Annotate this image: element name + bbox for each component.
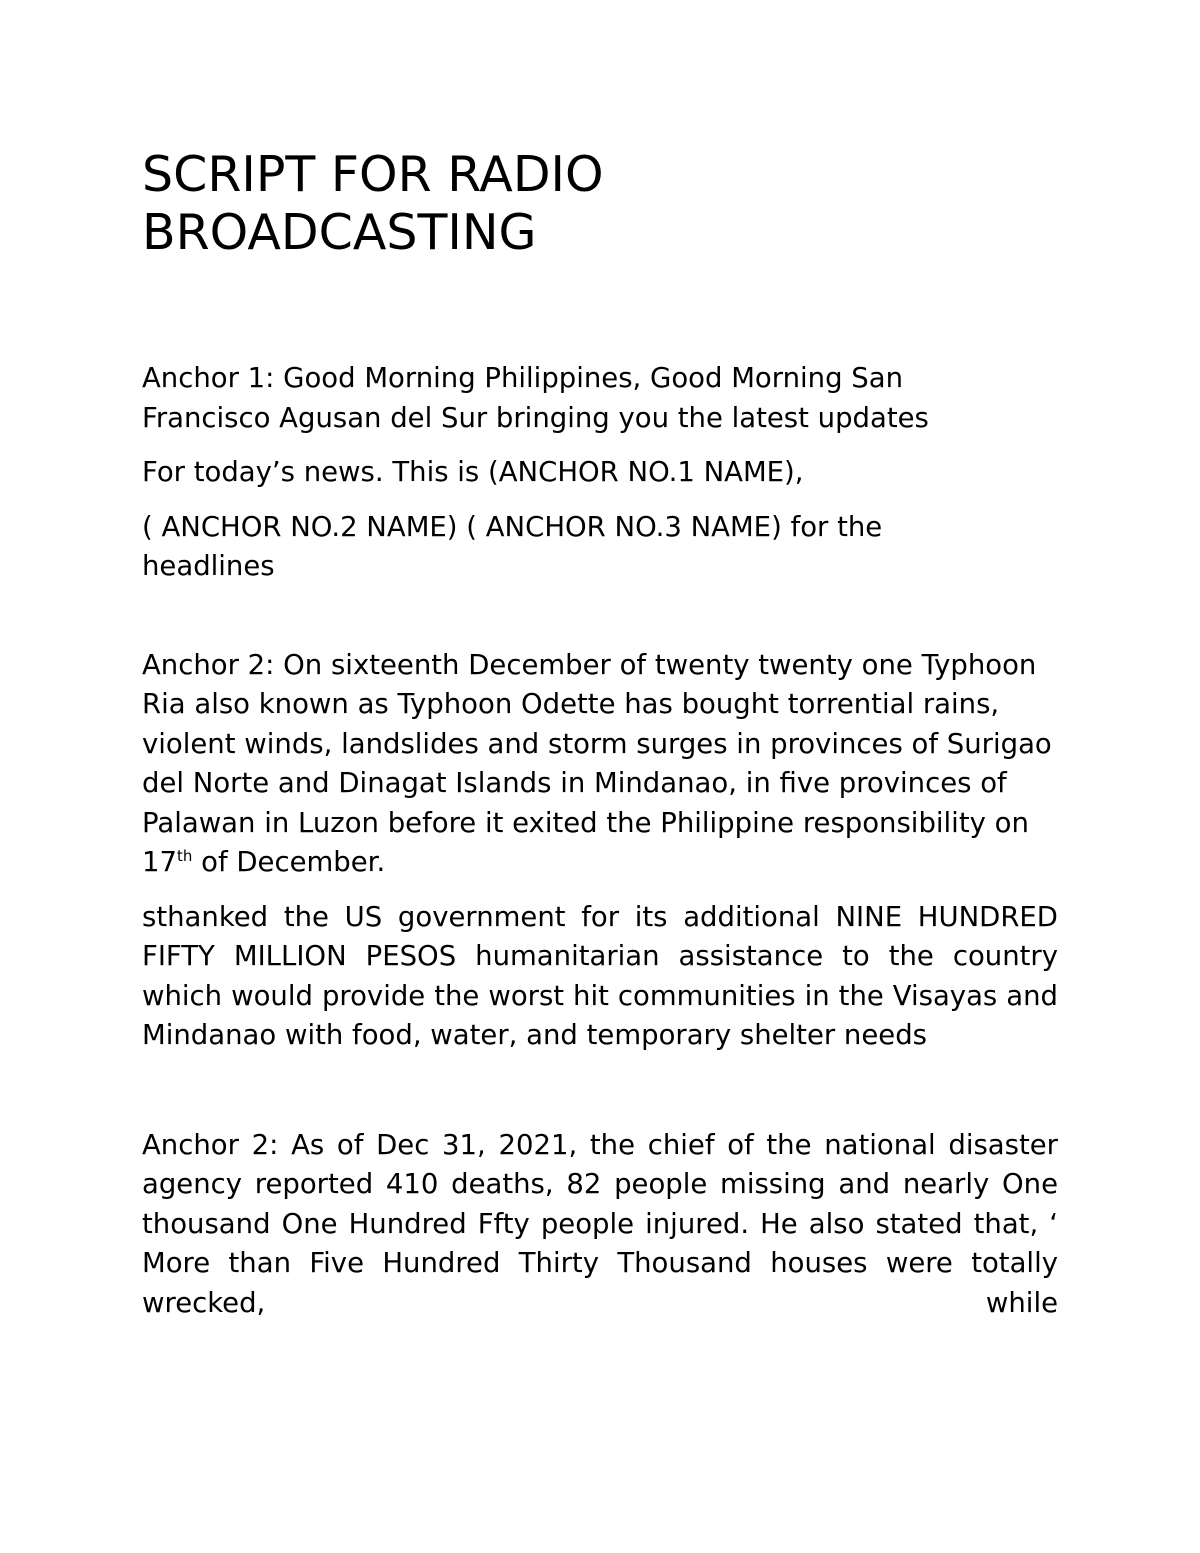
document-body [142, 146, 1058, 1323]
typhoon-text: Anchor 2: On sixteenth December of twenty twenty one Typhoon Ria also known as Typhoon Odette has bought torrential rains, violent winds, landslides and storm surges in provinces of Surigao del Norte and Dinagat Islands in Mindanao, in five provinces of Palawan in Luzon before it exited the Philippine responsibility on 17 [142, 648, 1052, 878]
paragraph-anchor-2-typhoon [142, 646, 1054, 883]
paragraph-todays-news: For today’s news. This is (ANCHOR NO.1 NAME), [142, 456, 804, 488]
paragraph-us-assistance: sthanked the US government for its additional NINE HUNDRED FIFTY MILLION PESOS humanitarian assistance to the country which would provide the worst hit communities in the Visayas and Mindanao with food, water, and temporary shelter needs [142, 900, 1058, 1051]
ordinal-suffix: th [177, 846, 193, 865]
paragraph-headlines: ( ANCHOR NO.2 NAME) ( ANCHOR NO.3 NAME) for the headlines [142, 510, 883, 582]
paragraph-anchor-2-casualties: Anchor 2: As of Dec 31, 2021, the chief of the national disaster agency reported 410 deaths, 82 people missing and nearly One thousand One Hundred Ffty people injured. He also stated that, ‘ More than Five Hundred Thirty Thousand houses were totally wrecked, while [142, 1128, 1058, 1319]
typhoon-text-end: of December. [192, 846, 386, 878]
paragraph-anchor-1-greeting: Anchor 1: Good Morning Philippines, Good Morning San Francisco Agusan del Sur bringing you the latest updates [142, 362, 929, 434]
document-title: SCRIPT FOR RADIO BROADCASTING [142, 146, 604, 261]
